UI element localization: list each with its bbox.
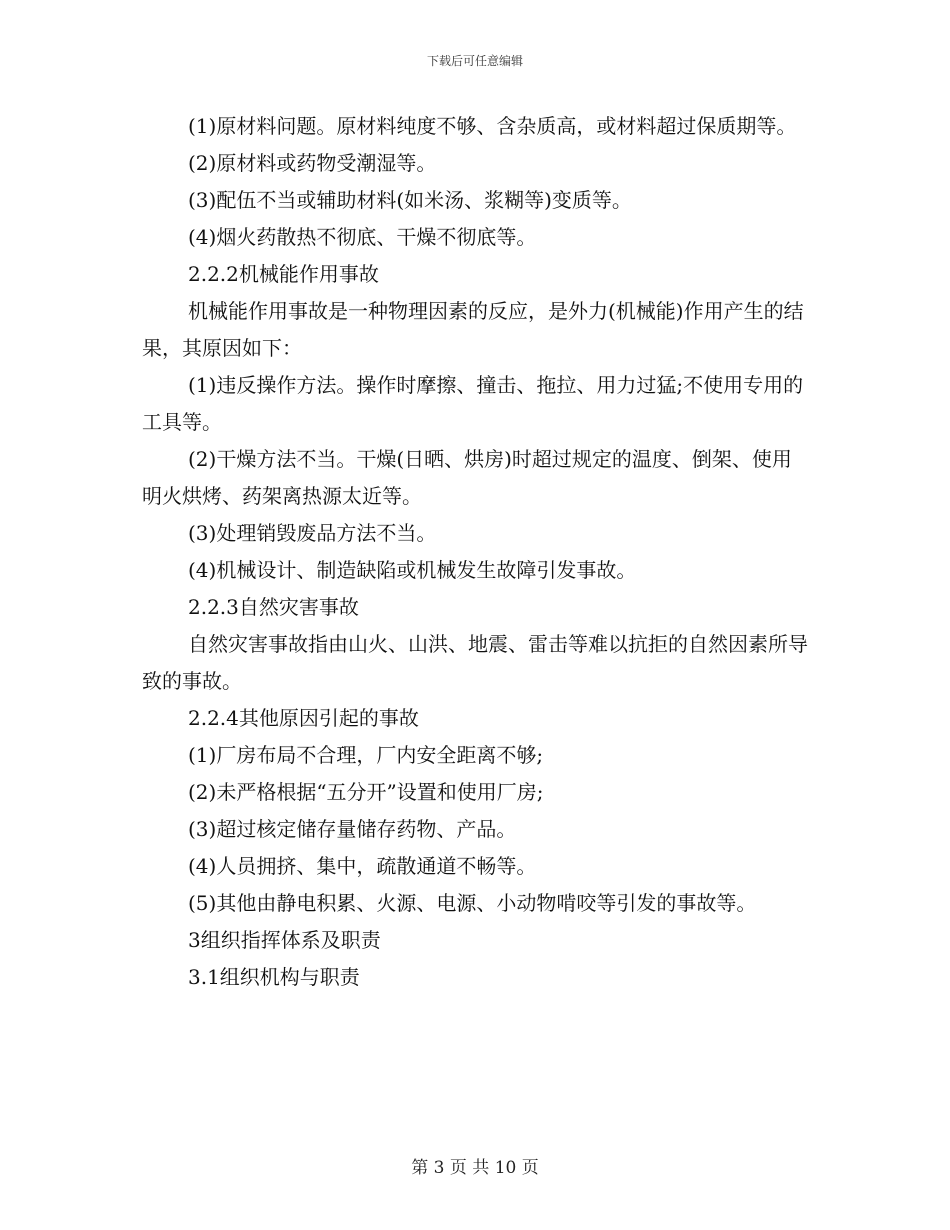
paragraph: (2)干燥方法不当。干燥(日晒、烘房)时超过规定的温度、倒架、使用明火烘烤、药架离热源太近等。 [142,447,792,508]
paragraph: (1)违反操作方法。操作时摩擦、撞击、拖拉、用力过猛;不使用专用的工具等。 [142,373,804,434]
document-body [142,108,808,996]
paragraph: 机械能作用事故是一种物理因素的反应，是外力(机械能)作用产生的结果，其原因如下： [142,299,804,360]
section-heading: 2.2.3自然灾害事故 [188,595,359,619]
paragraph: (3)处理销毁废品方法不当。 [188,521,437,545]
page-header: 下载后可任意编辑 [426,54,523,68]
paragraph: (4)机械设计、制造缺陷或机械发生故障引发事故。 [188,558,637,582]
paragraph: (1)原材料问题。原材料纯度不够、含杂质高，或材料超过保质期等。 [188,114,797,138]
paragraph: (5)其他由静电积累、火源、电源、小动物啃咬等引发的事故等。 [188,891,757,915]
paragraph: (2)未严格根据“五分开”设置和使用厂房; [188,780,544,804]
paragraph: (2)原材料或药物受潮湿等。 [188,151,437,175]
section-heading: 3组织指挥体系及职责 [188,928,381,952]
paragraph: (3)超过核定储存量储存药物、产品。 [188,817,517,841]
paragraph: 自然灾害事故指由山火、山洪、地震、雷击等难以抗拒的自然因素所导致的事故。 [142,632,808,693]
section-heading: 2.2.4其他原因引起的事故 [188,706,419,730]
page-number-footer: 第 3 页 共 10 页 [411,1158,539,1178]
paragraph: (3)配伍不当或辅助材料(如米汤、浆糊等)变质等。 [188,188,632,212]
section-heading: 2.2.2机械能作用事故 [188,262,379,286]
section-heading: 3.1组织机构与职责 [188,965,360,989]
paragraph: (4)人员拥挤、集中，疏散通道不畅等。 [188,854,537,878]
paragraph: (1)厂房布局不合理，厂内安全距离不够; [188,743,544,767]
paragraph: (4)烟火药散热不彻底、干燥不彻底等。 [188,225,537,249]
